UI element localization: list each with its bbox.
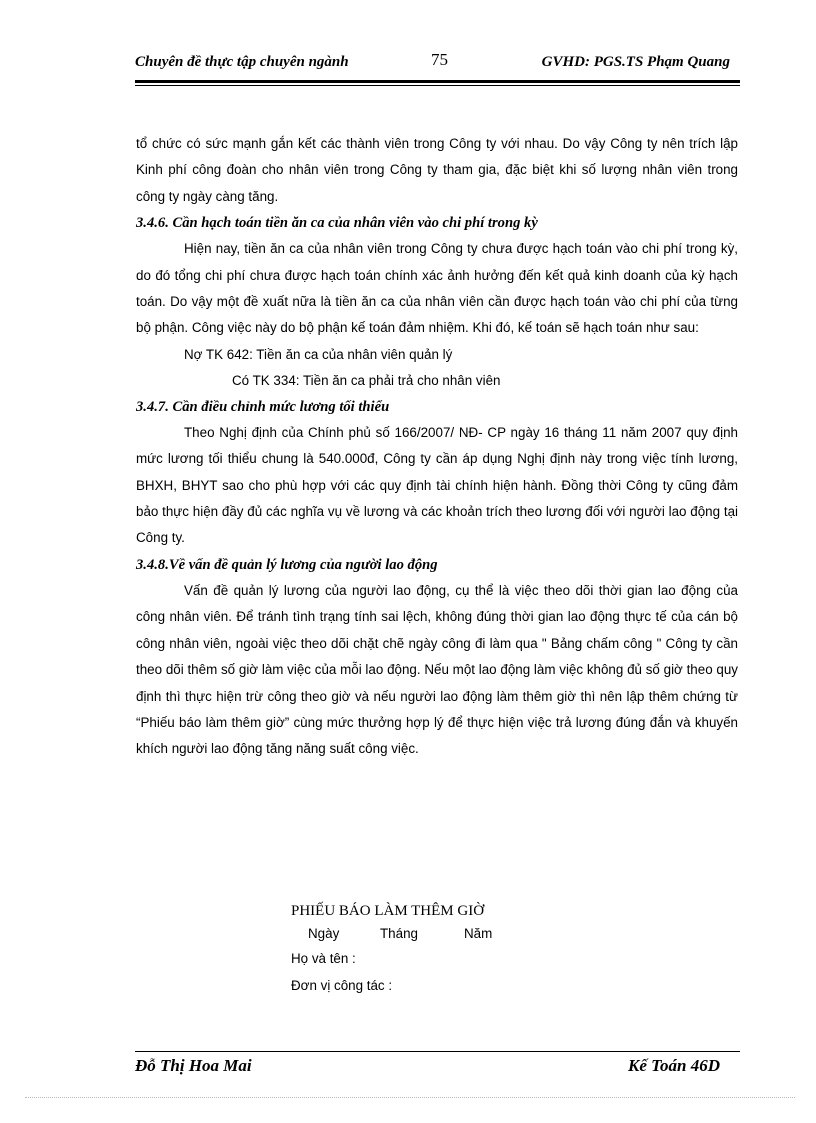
header-rule-thick: [135, 80, 740, 83]
page-edge-dotted-line: [25, 1097, 795, 1098]
page-footer: [135, 1056, 740, 1080]
paragraph-4: Vấn đề quản lý lương của người lao động, cụ thể là việc theo dõi thời gian lao động của công nhân viên. Để tránh tình trạng tính sai lệch, không đúng thời gian lao động thực tế của cán bộ công nhân viên, ngoài việc theo dõi chặt chẽ ngày công đi làm qua " Bảng chấm công " Công ty cần theo dõi thêm số giờ làm việc của mỗi lao động. Nếu một lao động làm việc không đủ số giờ theo quy định thì thực hiện trừ công theo giờ và nếu người lao động làm thêm giờ thì nên lập thêm chứng từ “Phiếu báo làm thêm giờ” cùng mức thưởng hợp lý để thực hiện việc trả lương đúng đắn và khuyến khích người lao động tăng năng suất công việc.: [136, 582, 738, 757]
header-rule-thin: [135, 85, 740, 86]
paragraph-3: Theo Nghị định của Chính phủ số 166/2007/ NĐ- CP ngày 16 tháng 11 năm 2007 quy định mức lương tối thiểu chung là 540.000đ, Công ty cần áp dụng Nghị định này trong việc tính lương, BHXH, BHYT sao cho phù hợp với các quy định tài chính hiện hành. Đồng thời Công ty cũng đảm bảo thực hiện đầy đủ các nghĩa vụ về lương và các khoản trích theo lương đối với người lao động tại Công ty.: [136, 424, 738, 546]
entry-credit: Có TK 334: Tiền ăn ca phải trả cho nhân viên: [232, 372, 501, 388]
heading-3-4-6: 3.4.6. Cần hạch toán tiền ăn ca của nhân viên vào chi phí trong kỳ: [136, 215, 538, 232]
paragraph-1: tổ chức có sức mạnh gắn kết các thành viên trong Công ty với nhau. Do vậy Công ty nên trích lập Kinh phí công đoàn cho nhân viên trong Công ty tham gia, đặc biệt khi số lượng nhân viên trong công ty ngày càng tăng.: [136, 136, 738, 204]
footer-class: Kế Toán 46D: [628, 1056, 720, 1075]
heading-3-4-7: 3.4.7. Cần điều chỉnh mức lương tối thiểu: [136, 398, 390, 415]
form-month-label: Tháng: [380, 926, 418, 941]
form-title: PHIẾU BÁO LÀM THÊM GIỜ: [291, 903, 485, 919]
header-supervisor: GVHD: PGS.TS Phạm Quang: [541, 54, 730, 70]
paragraph-2: Hiện nay, tiền ăn ca của nhân viên trong Công ty chưa được hạch toán vào chi phí trong kỳ, do đó tổng chi phí chưa được hạch toán chính xác ảnh hưởng đến kết quả kinh doanh của kỳ hạch toán. Do vậy một đề xuất nữa là tiền ăn ca của nhân viên cần được hạch toán vào chi phí của từng bộ phận. Công việc này do bộ phận kế toán đảm nhiệm. Khi đó, kế toán sẽ hạch toán như sau:: [136, 241, 738, 336]
document-body: [136, 131, 738, 763]
form-date-row: [308, 926, 492, 941]
form-name-label: Họ và tên :: [291, 951, 356, 966]
page-number: 75: [431, 50, 448, 69]
form-unit-label: Đơn vị công tác :: [291, 978, 393, 993]
entry-debit: Nợ TK 642: Tiền ăn ca của nhân viên quản lý: [184, 346, 453, 362]
overtime-form: [291, 903, 492, 1005]
footer-author: Đỗ Thị Hoa Mai: [135, 1056, 252, 1075]
header-title: Chuyên đề thực tập chuyên ngành: [135, 54, 349, 70]
page-header: [135, 50, 740, 74]
form-year-label: Năm: [464, 926, 493, 941]
footer-rule: [135, 1051, 740, 1052]
form-day-label: Ngày: [308, 926, 340, 941]
heading-3-4-8: 3.4.8.Về vấn đề quản lý lương của người lao động: [136, 556, 438, 573]
